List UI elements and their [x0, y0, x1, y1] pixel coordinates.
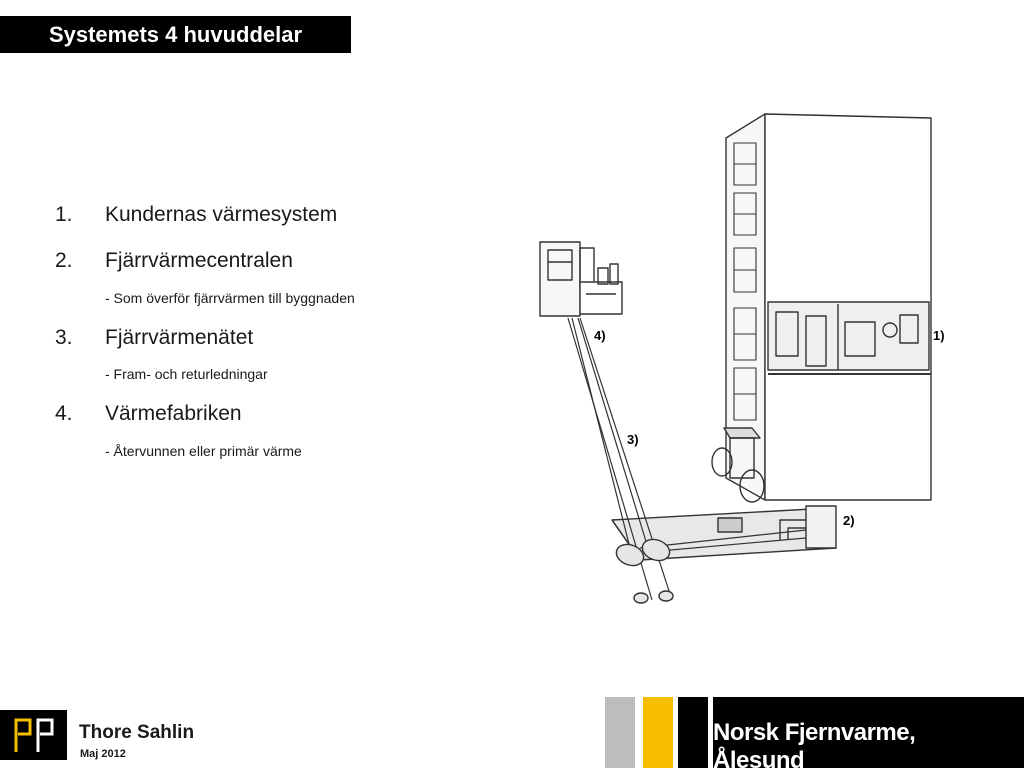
building-side: [726, 114, 765, 500]
system-sketch: [490, 55, 950, 655]
list-item-sub: - Som överför fjärrvärmen till byggnaden: [105, 290, 355, 306]
list-item-sub: - Fram- och returledningar: [105, 366, 268, 382]
substation-box: [806, 506, 836, 548]
district-heating-illustration: [490, 55, 950, 655]
callout-2: 2): [843, 513, 855, 528]
callout-4: 4): [594, 328, 606, 343]
callout-3: 3): [627, 432, 639, 447]
company-logo: [0, 710, 67, 760]
presentation-date: Maj 2012: [80, 748, 126, 760]
pp-logo-icon: [0, 710, 67, 760]
decor-bar-gray: [605, 697, 635, 768]
decor-bar-black: [678, 697, 708, 768]
plant-block: [540, 242, 580, 316]
callout-1: 1): [933, 328, 945, 343]
list-item-label: Kundernas värmesystem: [105, 203, 338, 226]
organization-banner: [713, 697, 1024, 774]
list-item-label: Värmefabriken: [105, 402, 242, 425]
decor-bar-yellow: [643, 697, 673, 768]
author-name: Thore Sahlin: [79, 722, 195, 743]
slide-title-text: Systemets 4 huvuddelar: [48, 21, 303, 47]
list-item-number: 4.: [55, 402, 73, 425]
list-item-number: 3.: [55, 326, 73, 349]
list-item-label: Fjärrvärmecentralen: [105, 249, 293, 272]
list-item-number: 1.: [55, 203, 73, 226]
list-item-sub: - Återvunnen eller primär värme: [105, 443, 302, 459]
organization-name: Norsk Fjernvarme, Ålesund: [713, 719, 916, 774]
component-list: [0, 0, 480, 500]
list-item-number: 2.: [55, 249, 73, 272]
list-item-label: Fjärrvärmenätet: [105, 326, 254, 349]
